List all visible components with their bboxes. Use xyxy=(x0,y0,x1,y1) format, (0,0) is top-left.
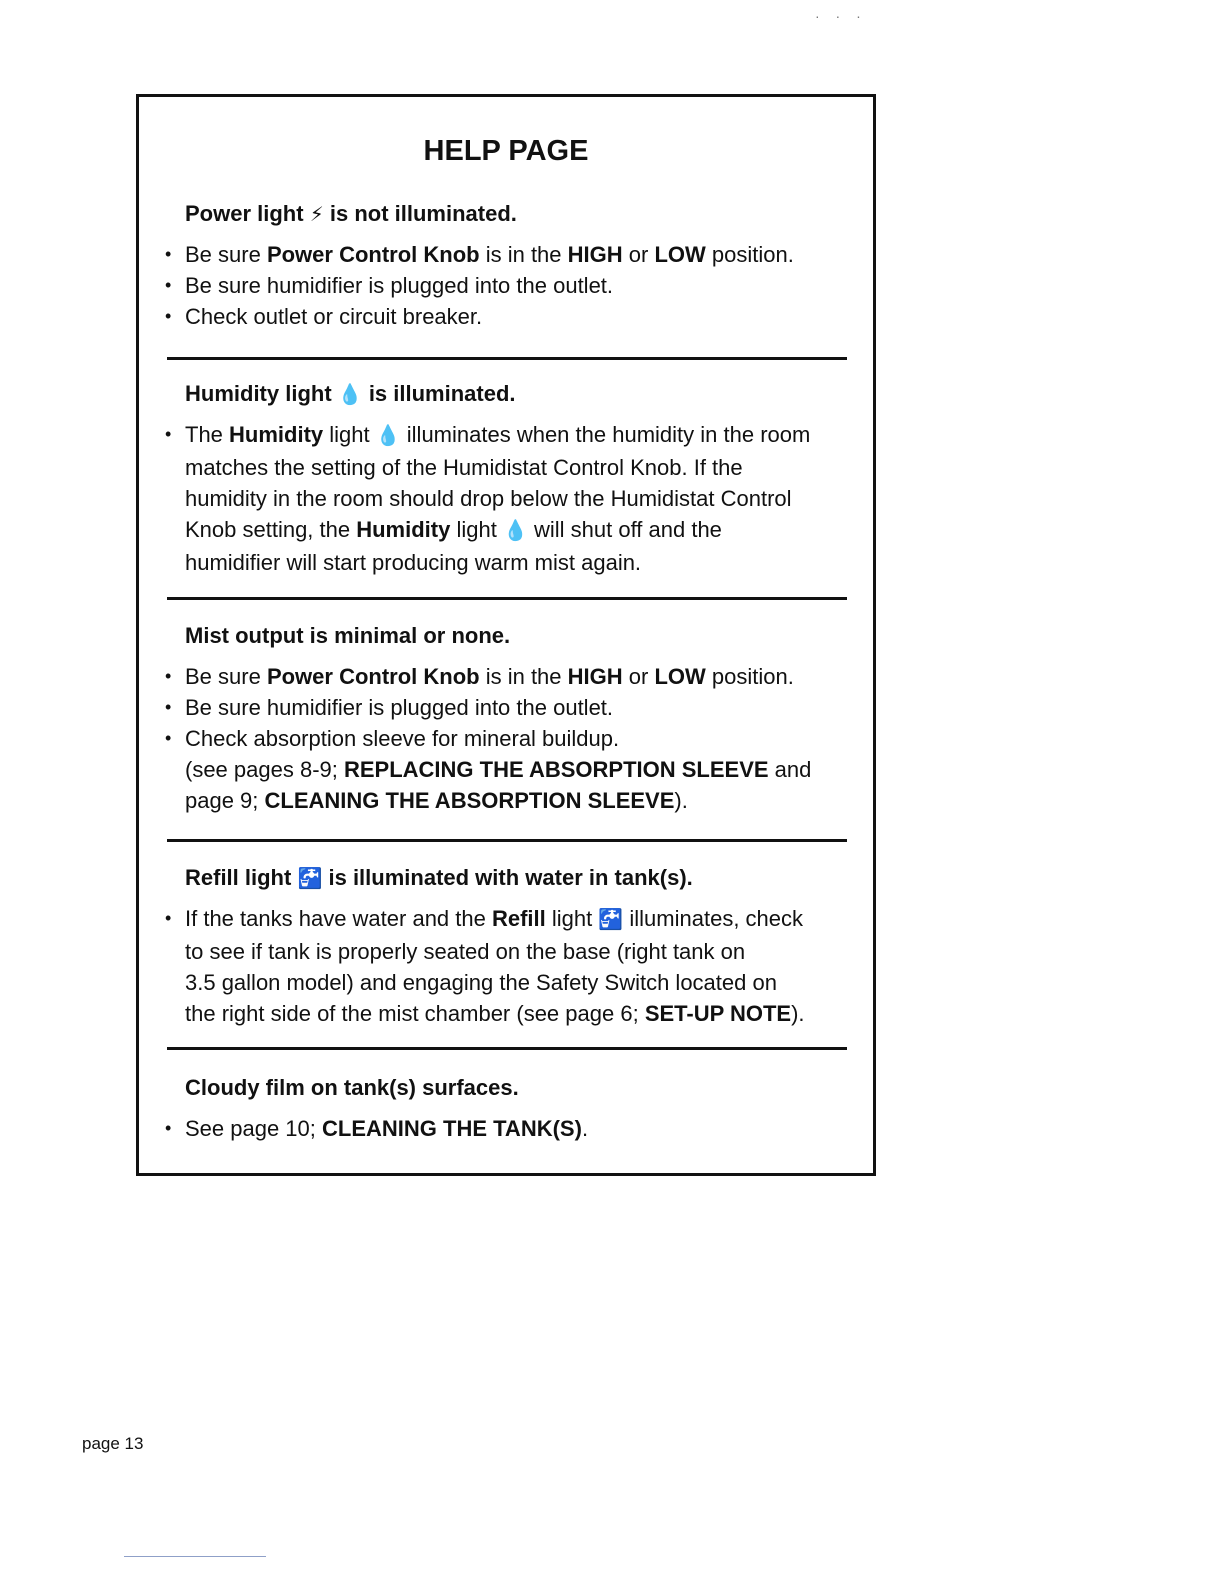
section-heading: Power light ⚡ is not illuminated. xyxy=(185,201,517,226)
list-item: • Be sure humidifier is plugged into the outlet. xyxy=(165,695,614,720)
list-item-continuation: Knob setting, the Humidity light 💧 will shut off and the xyxy=(165,514,855,547)
help-box xyxy=(136,94,876,1176)
section-refill-light xyxy=(165,865,855,1029)
page-title: HELP PAGE xyxy=(423,135,589,167)
list-item-continuation: 3.5 gallon model) and engaging the Safety Switch located on xyxy=(185,970,777,995)
list-item-continuation: matches the setting of the Humidistat Control Knob. If the xyxy=(185,455,743,480)
scan-edge-line xyxy=(124,1556,266,1557)
list-item: • Check absorption sleeve for mineral buildup. xyxy=(165,726,620,751)
list-item: • The Humidity light 💧 illuminates when the humidity in the room xyxy=(165,419,855,452)
section-humidity-light xyxy=(165,381,855,578)
scan-specks: · · · xyxy=(815,8,867,24)
power-icon: ⚡ xyxy=(309,204,324,226)
section-power-light xyxy=(165,201,855,332)
section-divider xyxy=(167,1047,847,1050)
list-item: • Be sure humidifier is plugged into the outlet. xyxy=(165,273,614,298)
water-drop-icon: 💧 xyxy=(502,520,528,542)
section-mist-output xyxy=(165,623,855,816)
list-item: • If the tanks have water and the Refill light 🚰 illuminates, check xyxy=(165,903,855,936)
list-item: • See page 10; CLEANING THE TANK(S). xyxy=(165,1116,589,1141)
list-item-continuation: page 9; CLEANING THE ABSORPTION SLEEVE). xyxy=(185,788,688,813)
water-drop-icon: 💧 xyxy=(375,425,401,447)
list-item: • Check outlet or circuit breaker. xyxy=(165,304,483,329)
list-item: • Be sure Power Control Knob is in the HIGH or LOW position. xyxy=(165,664,794,689)
faucet-icon: 🚰 xyxy=(297,868,323,890)
section-divider xyxy=(167,357,847,360)
list-item: • Be sure Power Control Knob is in the HIGH or LOW position. xyxy=(165,242,794,267)
section-heading: Humidity light 💧 is illuminated. xyxy=(185,381,516,406)
page-number: page 13 xyxy=(82,1434,144,1453)
list-item-continuation: humidity in the room should drop below the Humidistat Control xyxy=(185,486,792,511)
faucet-icon: 🚰 xyxy=(598,909,624,931)
section-divider xyxy=(167,597,847,600)
section-heading: Refill light 🚰 is illuminated with water in tank(s). xyxy=(185,865,693,890)
list-item-continuation: humidifier will start producing warm mist again. xyxy=(185,550,642,575)
list-item-continuation: the right side of the mist chamber (see page 6; SET-UP NOTE). xyxy=(185,1001,805,1026)
list-item-continuation: (see pages 8-9; REPLACING THE ABSORPTION SLEEVE and xyxy=(185,757,812,782)
section-cloudy-film xyxy=(165,1075,855,1144)
section-heading: Cloudy film on tank(s) surfaces. xyxy=(185,1075,519,1100)
list-item-continuation: to see if tank is properly seated on the base (right tank on xyxy=(185,939,746,964)
section-divider xyxy=(167,839,847,842)
water-drop-icon: 💧 xyxy=(337,384,363,406)
section-heading: Mist output is minimal or none. xyxy=(185,623,511,648)
